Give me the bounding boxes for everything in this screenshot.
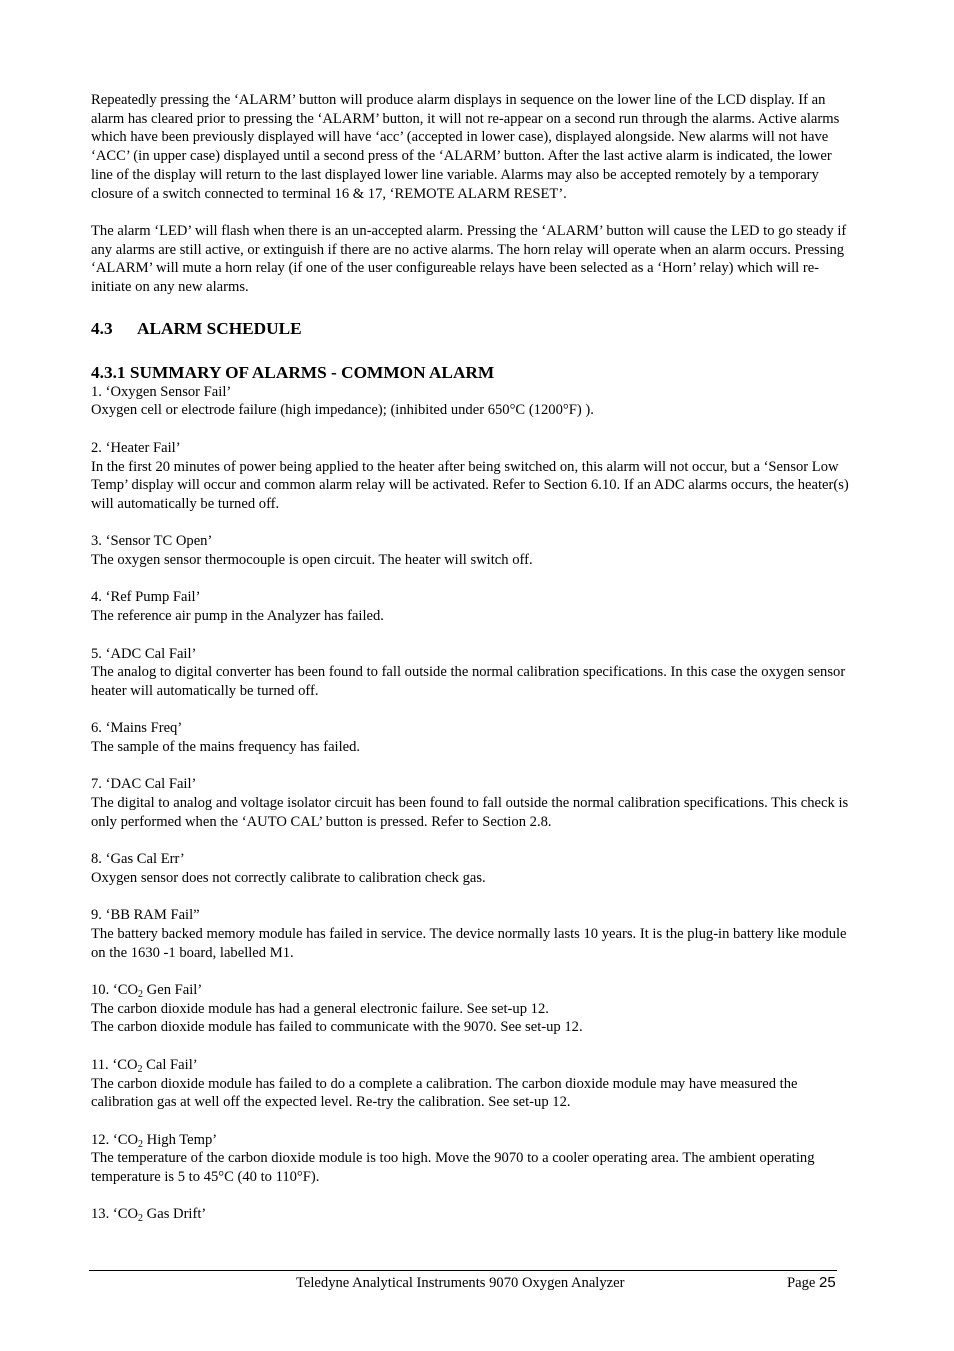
- alarm-item: [91, 383, 857, 420]
- alarm-item: [91, 906, 857, 962]
- alarm-item: [91, 719, 857, 756]
- alarm-title: 12. ‘$CO_2$ High Temp’: [91, 1131, 218, 1150]
- alarm-description: The carbon dioxide module has failed to do a complete a calibration. The carbon dioxide module may have measured the calibration gas at well off the expected level. Re-try the calibration. See set-up 12.: [91, 1075, 798, 1111]
- alarm-description: Oxygen cell or electrode failure (high impedance); (inhibited under 650°C (1200°F) ).: [91, 402, 594, 419]
- footer-title: Teledyne Analytical Instruments 9070 Oxygen Analyzer: [296, 1275, 625, 1291]
- alarm-description: The carbon dioxide module has had a general electronic failure. See set-up 12.: [91, 1000, 549, 1017]
- alarm-title: 11. ‘$CO_2$ Cal Fail’: [91, 1056, 198, 1075]
- alarm-title: 4. ‘Ref Pump Fail’: [91, 589, 201, 606]
- alarm-description: Oxygen sensor does not correctly calibrate to calibration check gas.: [91, 869, 486, 886]
- alarm-title: 1. ‘Oxygen Sensor Fail’: [91, 383, 232, 400]
- alarm-item: [91, 532, 857, 569]
- alarm-title: 9. ‘BB RAM Fail”: [91, 907, 200, 924]
- co2-alarm-item: [91, 981, 857, 1037]
- section-heading: [91, 319, 857, 339]
- alarm-title: 8. ‘Gas Cal Err’: [91, 851, 185, 868]
- alarm-description: The digital to analog and voltage isolator circuit has been found to fall outside the normal calibration specifications. This check is only performed when the ‘AUTO CAL’ button is pressed. Refer to Section 2.8.: [91, 795, 849, 830]
- subsection-heading: 4.3.1 SUMMARY OF ALARMS - COMMON ALARM: [91, 362, 495, 382]
- alarm-description: The temperature of the carbon dioxide module is too high. Move the 9070 to a cooler operating area. The ambient operating temperature is 5 to 45°C (40 to 110°F).: [91, 1150, 815, 1186]
- alarm-description: The oxygen sensor thermocouple is open circuit. The heater will switch off.: [91, 552, 533, 569]
- alarm-description: The carbon dioxide module has failed to communicate with the 9070. See set-up 12.: [91, 1019, 583, 1036]
- co2-alarm-item: [91, 1131, 857, 1187]
- alarm-item: [91, 850, 857, 887]
- footer-page-number: Page 25: [787, 1274, 836, 1291]
- alarm-title: 6. ‘Mains Freq’: [91, 720, 183, 737]
- alarm-description: The battery backed memory module has failed in service. The device normally lasts 10 years. It is the plug-in battery like module on the 1630 -1 board, labelled M1.: [91, 925, 847, 961]
- alarm-title: 10. ‘$CO_2$ Gen Fail’: [91, 982, 203, 1001]
- alarm-item: [91, 439, 857, 514]
- co2-alarm-item: [91, 1056, 857, 1112]
- document-page: [91, 91, 857, 1224]
- alarm-description: The analog to digital converter has been found to fall outside the normal calibration specifications. In this case the oxygen sensor heater will automatically be turned off.: [91, 664, 846, 699]
- alarm-item: [91, 588, 857, 625]
- alarm-description: In the first 20 minutes of power being applied to the heater after being switched on, this alarm will not occur, but a ‘Sensor Low Temp’ display will occur and common alarm relay will be activated. Refer to Section 6.10. If an ADC alarms occurs, the heater(s) will automatically be turned off.: [91, 458, 849, 512]
- alarm-title: 5. ‘ADC Cal Fail’: [91, 645, 197, 662]
- alarm-item: [91, 645, 857, 701]
- co2-alarm-item: [91, 1205, 857, 1224]
- intro-paragraph-2: The alarm ‘LED’ will flash when there is an un-accepted alarm. Pressing the ‘ALARM’ button will cause the LED to go steady if any alarms are still active, or extinguish if there are no active alarms. The horn relay will operate when an alarm occurs. Pressing ‘ALARM’ will mute a horn relay (if one of the user configureable relays have been selected as a ‘Horn’ relay) which will re-initiate on any new alarms.: [91, 222, 847, 296]
- section-number: 4.3: [91, 318, 113, 338]
- alarm-item: [91, 775, 857, 831]
- alarm-description: The sample of the mains frequency has failed.: [91, 739, 361, 755]
- alarm-title: 3. ‘Sensor TC Open’: [91, 533, 213, 550]
- alarm-title: 13. ‘$CO_2$ Gas Drift’: [91, 1206, 207, 1225]
- footer-divider: [89, 1270, 837, 1271]
- alarm-title: 7. ‘DAC Cal Fail’: [91, 776, 197, 793]
- alarm-title: 2. ‘Heater Fail’: [91, 439, 181, 456]
- section-title: ALARM SCHEDULE: [137, 318, 302, 338]
- alarm-description: The reference air pump in the Analyzer has failed.: [91, 608, 384, 625]
- intro-paragraph-1: Repeatedly pressing the ‘ALARM’ button will produce alarm displays in sequence on the lower line of the LCD display. If an alarm has cleared prior to pressing the ‘ALARM’ button, it will not re-appear on a second run through the alarms. Active alarms which have been previously displayed will have ‘acc’ (accepted in lower case), displayed alongside. New alarms will not have ‘ACC’ (in upper case) displayed until a second press of the ‘ALARM’ button. After the last active alarm is indicated, the lower line of the display will return to the last displayed lower line variable. Alarms may also be accepted remotely by a temporary closure of a switch connected to terminal 16 & 17, ‘REMOTE ALARM RESET’.: [91, 92, 840, 202]
